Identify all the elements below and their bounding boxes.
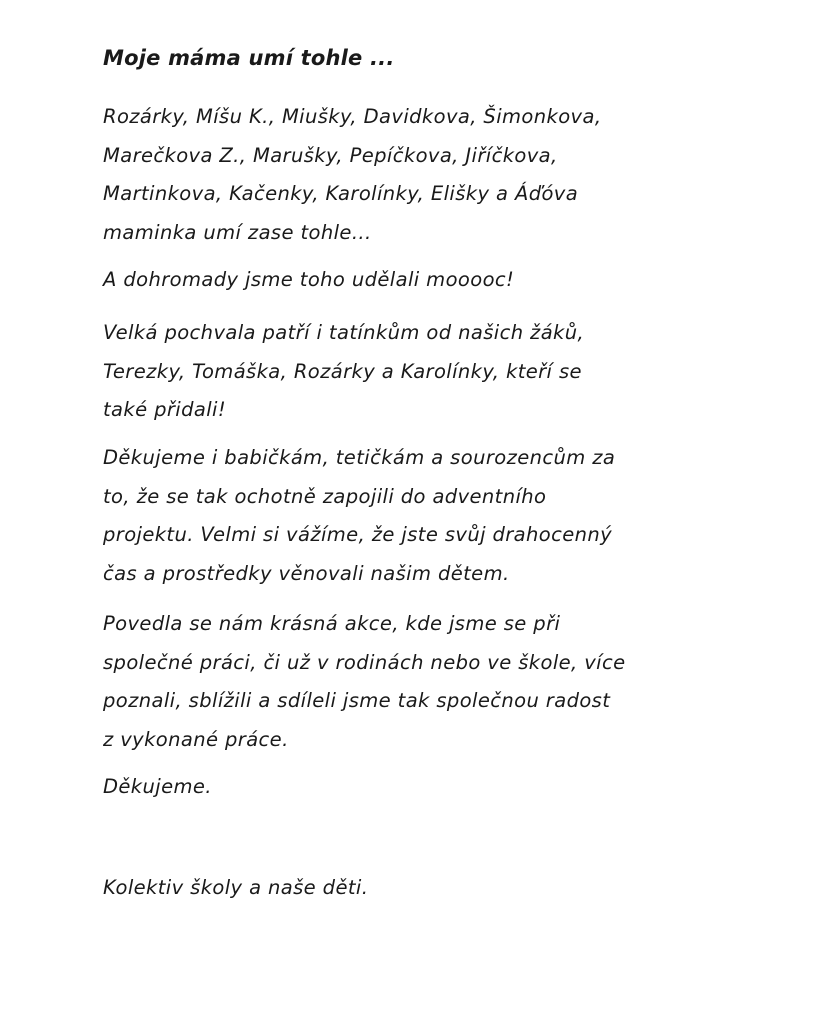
text-line: Povedla se nám krásná akce, kde jsme se při xyxy=(103,612,561,635)
text-line: poznali, sblížili a sdíleli jsme tak společnou radost xyxy=(103,689,611,712)
text-line: čas a prostředky věnovali našim dětem. xyxy=(103,561,510,585)
text-line: Terezky, Tomáška, Rozárky a Karolínky, kteří se xyxy=(103,359,582,383)
text-line: A dohromady jsme toho udělali mooooc! xyxy=(103,268,515,291)
paragraph-thank-you xyxy=(103,768,753,807)
page-title: Moje máma umí tohle ... xyxy=(103,46,395,70)
paragraph-event-summary xyxy=(103,605,753,759)
text-line: z vykonané práce. xyxy=(103,727,289,751)
text-line: projektu. Velmi si vážíme, že jste svůj drahocenný xyxy=(103,523,613,546)
text-line: Martinkova, Kačenky, Karolínky, Elišky a Áďóva xyxy=(103,182,579,205)
paragraph-mothers-list xyxy=(103,98,753,252)
text-line: Velká pochvala patří i tatínkům od našich žáků, xyxy=(103,321,585,344)
text-line: společné práci, či už v rodinách nebo ve škole, více xyxy=(103,650,626,674)
text-line: Rozárky, Míšu K., Miušky, Davidkova, Šimonkova, xyxy=(103,105,602,128)
paragraph-fathers-praise xyxy=(103,314,753,430)
text-line: Marečkova Z., Marušky, Pepíčkova, Jiříčkova, xyxy=(103,143,558,167)
signature-text: Kolektiv školy a naše děti. xyxy=(103,876,369,899)
signature xyxy=(103,869,753,908)
text-line: to, že se tak ochotně zapojili do adventního xyxy=(103,484,547,508)
paragraph-together xyxy=(103,261,753,300)
paragraph-family-thanks xyxy=(103,439,753,593)
text-line: maminka umí zase tohle... xyxy=(103,220,372,244)
text-line: Děkujeme. xyxy=(103,775,212,798)
text-line: Děkujeme i babičkám, tetičkám a sourozencům za xyxy=(103,446,616,469)
text-line: také přidali! xyxy=(103,398,227,421)
